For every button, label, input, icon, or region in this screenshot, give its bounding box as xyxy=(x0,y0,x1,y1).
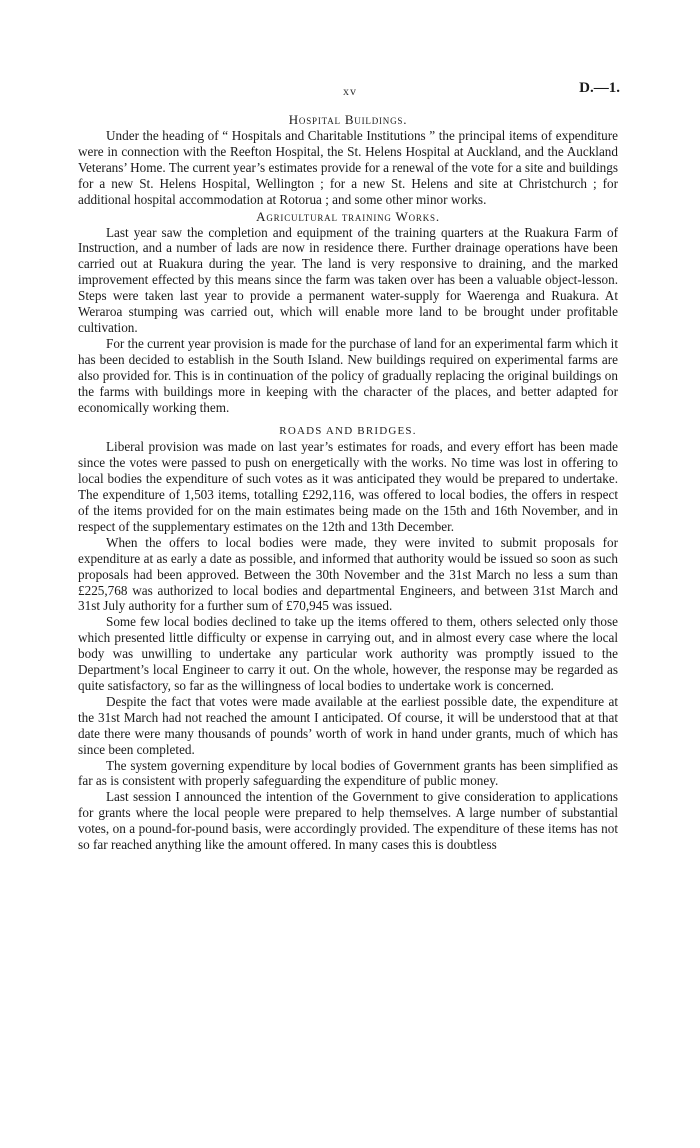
document-reference: D.—1. xyxy=(579,80,620,96)
page-body xyxy=(78,111,618,853)
paragraph-roads-1: Liberal provision was made on last year’s estimates for roads, and every effort has been made since the votes were passed to push on energetically with the works. No time was lost in offering to local bodies the expenditure of such votes as it was anticipated they would be prepared to undertake. The expenditure of 1,503 items, totalling £292,116, was offered to local bodies, the offers in respect of the items provided for on the main estimates being made on the 15th and 16th November, and in respect of the supplementary estimates on the 12th and 13th December. xyxy=(78,439,618,534)
paragraph-roads-6: Last session I announced the intention of the Government to give consideration to applications for grants where the local people were prepared to help themselves. A large number of substantial votes, on a pound-for-pound basis, were accordingly provided. The expenditure of these items has not so far reached anything like the amount offered. In many cases this is doubtless xyxy=(78,789,618,853)
section-heading-roads-and-bridges: ROADS AND BRIDGES. xyxy=(279,425,417,438)
paragraph-roads-5: The system governing expenditure by local bodies of Government grants has been simplified as far as is consistent with properly safeguarding the expenditure of public money. xyxy=(78,757,618,789)
section-heading-agricultural-training-works: Agricultural training Works. xyxy=(256,208,440,224)
section-heading-hospital-buildings: Hospital Buildings. xyxy=(288,112,408,127)
paragraph-roads-3: Some few local bodies declined to take up the items offered to them, others selected only those which presented little difficulty or expense in carrying out, and in almost every case where the local body was unwilling to undertake any particular work authority was promptly issued to the Department’s local Engineer to carry it out. On the whole, however, the response may be regarded as quite satisfactory, so far as the willingness of local bodies to undertake work is concerned. xyxy=(78,614,618,693)
page-number: xv xyxy=(343,84,357,98)
paragraph-roads-2: When the offers to local bodies were made, they were invited to submit proposals for expenditure at as early a date as possible, and informed that authority would be issued so soon as such proposals had been approved. Between the 30th November and the 31st March no less a sum than £225,768 was authorized to local bodies and departmental Engineers, and between 31st March and 31st July authority for a further sum of £70,945 was issued. xyxy=(78,534,618,614)
paragraph-hospital-buildings: Under the heading of “ Hospitals and Charitable Institutions ” the principal items of expenditure were in connection with the Reefton Hospital, the St. Helens Hospital at Auckland, and the Auckland Veterans’ Home. The current year’s estimates provide for a renewal of the vote for a site and buildings for a new St. Helens Hospital, Wellington ; for a new St. Helens and site at Christchurch ; for additional hospital accommodation at Rotorua ; and some other minor works. xyxy=(78,128,618,207)
section-spacer xyxy=(78,415,618,423)
paragraph-agricultural-1: Last year saw the completion and equipment of the training quarters at the Ruakura Farm of Instruction, and a number of lads are now in residence there. Further drainage operations have been carried out at Ruakura during the year. The land is very responsive to draining, and the marked improvement effected by this means since the farm was taken over has been a valuable object-lesson. Steps were taken last year to provide a permanent water-supply for Waerenga and Ruakura. At Weraroa stumping was carried out, which will enable more land to be brought under profitable cultivation. xyxy=(78,224,618,335)
paragraph-agricultural-2: For the current year provision is made for the purchase of land for an experimental farm which it has been decided to establish in the South Island. New buildings required on experimental farms are also provided for. This is in continuation of the policy of gradually replacing the original buildings on the farms with buildings more in keeping with the character of the places, and better adapted for economically working them. xyxy=(78,335,618,415)
paragraph-roads-4: Despite the fact that votes were made available at the earliest possible date, the expenditure at the 31st March had not reached the amount I anticipated. Of course, it will be understood that at that date there were many thousands of pounds’ worth of work in hand under grants, much of which has since been completed. xyxy=(78,693,618,757)
